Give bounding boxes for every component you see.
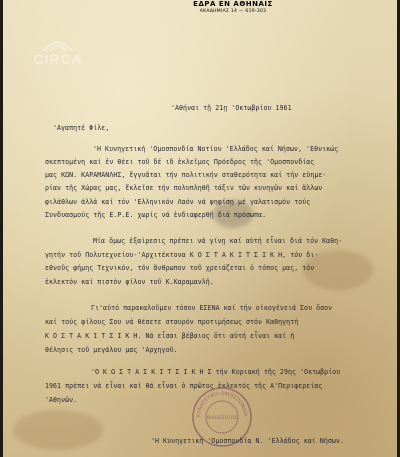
letter-paper xyxy=(3,0,397,457)
stamp-center-text: ΘΑΛΑΣΣΟΓΟΣ xyxy=(206,416,238,421)
salutation: 'Αγαπητέ Φίλε, xyxy=(53,124,110,132)
letterhead-title: ΕΔΡΑ ΕΝ ΑΘΗΝΑΙΣ xyxy=(193,0,273,8)
body-line: 'Αθηνῶν. xyxy=(45,396,78,404)
date-line: 'Αθήναι τῇ 21ῃ 'Οκτωβρίου 1961 xyxy=(171,104,292,112)
arch-icon xyxy=(41,36,75,52)
watermark-text: CIRCA xyxy=(33,51,83,67)
body-line: θέλησις τοῦ μεγάλου μας 'Αρχηγοῦ. xyxy=(45,346,178,354)
stamp-ring-text: ΚΥΝΗΓΕΤΙΚΗ ΟΜΟΣΠΟΝΔΙΑ xyxy=(195,390,249,418)
body-line: Μία ὅμως ἐξαίρεσις πρέπει νά γίνῃ καί αὐτή εἶναι διά τόν Καθη- xyxy=(93,237,343,245)
body-line: ἐκλεκτόν καί πιστόν φίλον τοῦ Κ.Καραμανλῆ. xyxy=(45,278,214,286)
signature-line: 'Η Κυνηγετική 'Ομοσπονδία Ν. 'Ελλάδος καί Νήσων. xyxy=(151,437,344,445)
body-line: Συνδυασμούς τῆς Ε.Ρ.Ε. χωρίς νά ἐνδιαφερθῇ διά πρόσωπα. xyxy=(45,211,267,219)
body-line: 'Ο Κ Ω Σ Τ Α Σ Κ Ι Τ Σ Ι Κ Η Σ τήν Κυριακή τῆς 29ης 'Οκτωβρίου xyxy=(91,368,341,376)
body-line: μας ΚΩΝ. ΚΑΡΑΜΑΝΛΗΣ, ἔγγυᾶται τήν πολιτικήν σταθερότητα καί τήν εὐημε- xyxy=(45,171,327,179)
body-line: 1961 πρέπει νά εἶναι καί θά εἶναι ὁ πρῶτος ἐκλεκτός τῆς Α'Περιφερείας xyxy=(45,382,323,390)
body-line: σκεπτομένη καί ἐν θέει τοῦ δέ ιδ ἐκλεῖμος Πρόεδρος τῆς 'Ομοσπονδίας xyxy=(45,158,315,166)
circa-watermark xyxy=(29,36,87,72)
letterhead-address: ΑΚΑΔΗΜΙΑΣ 14 — 619-303 xyxy=(199,9,267,14)
body-line: ρίαν τῆς Χώρας μας, ἔκλεῖσε τήν πολυπληθῆ τάξιν τῶν κυνηγῶν καί ἄλλων xyxy=(45,184,323,192)
body-line: 'Η Κυνηγετική 'Ομοσπονδία Νοτίου 'Ελλάδος καί Νήσων, 'Εθνικώς xyxy=(93,145,339,153)
body-line: Γι'αὐτό παρακαλοῦμεν τόσον ΕΣΕΝΑ καί τήν οἰκογένειά Σου ὅσον xyxy=(91,304,333,312)
body-line: εθνοῦς φήμης Τεχνικόν, τόν ἄνθρωπον τοῦ χρειάζεται ὁ τόπος μας, τόν xyxy=(45,264,315,272)
paper-stain xyxy=(13,410,103,450)
body-line: Κ Ο Σ Τ Α Κ Ι Τ Σ Ι Κ Η. Νά εἶσαι βέβαιος ὅτι αὐτή εἶναι καί ἡ xyxy=(45,332,295,340)
body-line: καί τούς φίλους Σου νά θέσετε σταυρόν προτιμήσεως στόν Καθηγητή xyxy=(45,318,299,326)
body-line: φιλάθλων ἀλλά καί τόν 'Ελληνικόν Λαόν νά ψηφίσῃ μέ γαλατισμόν τούς xyxy=(45,198,311,206)
body-line: γητήν τοῦ Πολυτεχνείου-'Αρχιτέκτονα Κ Ο Σ Τ Α Κ Ι Τ Σ Ι Κ Η, τόν δι- xyxy=(45,251,319,259)
